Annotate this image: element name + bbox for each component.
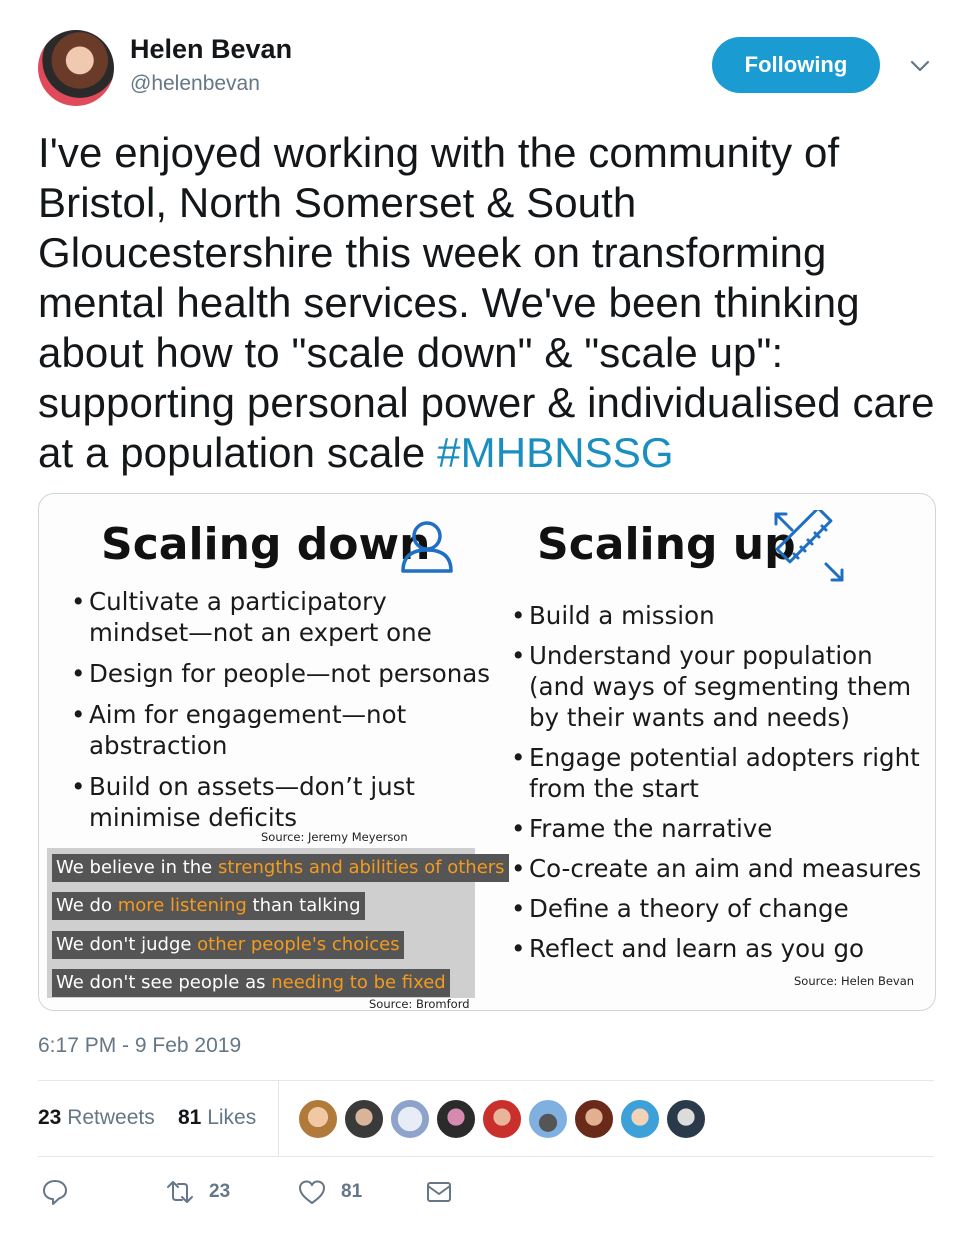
- source-credit: Source: Bromford: [369, 997, 470, 1011]
- list-item: • Build on assets—don’t just minimise deficits: [71, 771, 491, 833]
- list-item: • Engage potential adopters right from the start: [511, 742, 931, 804]
- avatar[interactable]: [666, 1099, 706, 1139]
- tweet-text: [38, 128, 938, 478]
- direct-message-button[interactable]: [424, 1175, 454, 1209]
- reply-icon: [40, 1177, 70, 1207]
- avatar[interactable]: [620, 1099, 660, 1139]
- avatar[interactable]: [298, 1099, 338, 1139]
- scaling-down-list: [71, 586, 491, 843]
- avatar[interactable]: [574, 1099, 614, 1139]
- list-item: • Cultivate a participatory mindset—not an expert one: [71, 586, 491, 648]
- author-avatar[interactable]: [38, 30, 114, 106]
- avatar[interactable]: [344, 1099, 384, 1139]
- heart-icon: [297, 1177, 327, 1207]
- like-button[interactable]: [297, 1175, 362, 1209]
- like-count: 81: [341, 1181, 363, 1202]
- scaling-up-title: Scaling up: [537, 519, 796, 570]
- likes-stat[interactable]: 81 Likes: [178, 1106, 257, 1129]
- person-icon: [397, 516, 457, 576]
- list-item: • Frame the narrative: [511, 813, 931, 844]
- belief-line: We don't judge other people's choices: [52, 931, 404, 959]
- belief-line: We do more listening than talking: [52, 892, 365, 920]
- retweet-button[interactable]: [165, 1175, 230, 1209]
- envelope-icon: [424, 1177, 454, 1207]
- list-item: • Co-create an aim and measures: [511, 853, 931, 884]
- ruler-icon: [772, 510, 846, 584]
- avatar[interactable]: [528, 1099, 568, 1139]
- divider: [38, 1156, 934, 1157]
- list-item: • Build a mission: [511, 600, 931, 631]
- source-credit: Source: Helen Bevan: [794, 974, 915, 988]
- reply-button[interactable]: [40, 1175, 70, 1209]
- tweet-timestamp[interactable]: 6:17 PM - 9 Feb 2019: [38, 1034, 242, 1057]
- scaling-down-title: Scaling down: [101, 519, 431, 570]
- list-item: • Understand your population (and ways of segmenting them by their wants and needs): [511, 640, 931, 733]
- divider: [278, 1081, 279, 1157]
- list-item: • Aim for engagement—not abstraction: [71, 699, 491, 761]
- belief-line: We don't see people as needing to be fixed: [52, 969, 450, 997]
- hashtag-link[interactable]: #MHBNSSG: [437, 429, 674, 476]
- belief-statements: [47, 848, 505, 998]
- following-button[interactable]: Following: [712, 37, 880, 93]
- avatar[interactable]: [482, 1099, 522, 1139]
- retweet-count: 23: [209, 1181, 231, 1202]
- retweet-icon: [165, 1177, 195, 1207]
- list-item: • Reflect and learn as you go: [511, 933, 931, 964]
- retweets-stat[interactable]: 23 Retweets: [38, 1106, 155, 1129]
- belief-line: We believe in the strengths and abilities of others: [52, 854, 509, 882]
- tweet-media-image[interactable]: [38, 493, 936, 1011]
- list-item: • Define a theory of change: [511, 893, 931, 924]
- divider: [38, 1080, 934, 1081]
- chevron-down-icon[interactable]: [906, 56, 934, 76]
- author-handle[interactable]: @helenbevan: [130, 72, 260, 95]
- avatar[interactable]: [390, 1099, 430, 1139]
- source-credit: Source: Jeremy Meyerson: [261, 830, 408, 844]
- avatar[interactable]: [436, 1099, 476, 1139]
- scaling-up-list: [511, 600, 931, 973]
- tweet-body: I've enjoyed working with the community of Bristol, North Somerset & South Gloucestershire this week on transforming mental health services. We've been thinking about how to "scale down" & "scale up": supporting personal power & individualised care at a population scale: [38, 129, 935, 476]
- list-item: • Design for people—not personas: [71, 658, 491, 689]
- author-name[interactable]: Helen Bevan: [130, 34, 293, 64]
